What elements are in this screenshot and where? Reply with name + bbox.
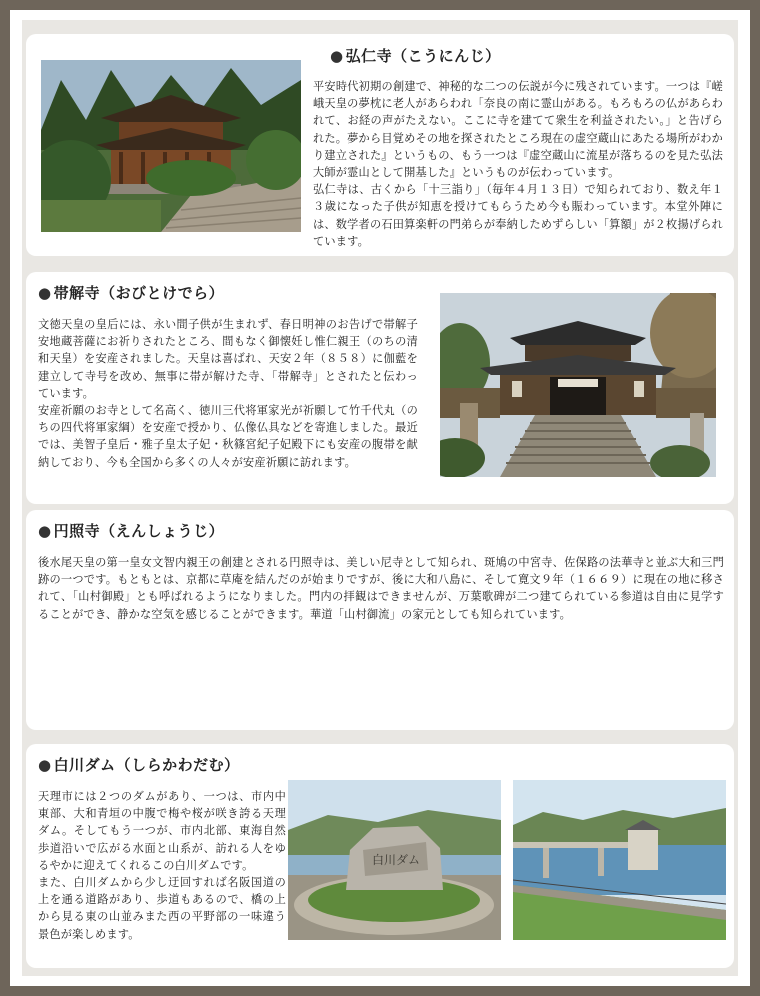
enshouji-paragraph: 後水尾天皇の第一皇女文智内親王の創建とされる円照寺は、美しい尼寺として知られ、斑鳩の中宮寺、佐保路の法華寺と並ぶ大和三門跡の一つです。もともとは、京都に草庵を結んだのが始まりですが、後に大和八島に、そして寛文９年（１６６９）に現在の地に移されて、「山村御殿」とも呼ばれるようになりました。門内の拝観はできませんが、万葉歌碑が二つ建てられている参道は自由に見学することができ、静かな空気を感じることができます。華道「山村御流」の家元としても知られています。	[38, 556, 724, 621]
kouninji-title	[330, 45, 501, 66]
shirakawa-dam-paragraph: また、白川ダムから少し迂回すれば名阪国道の上を通る道路があり、歩道もあるので、橋の上から見る東の山並みまた西の平野部の一味違う景色が楽しめます。	[38, 876, 286, 941]
section-enshouji	[26, 510, 734, 730]
page-background	[22, 20, 738, 976]
obitokedera-paragraph: 安産祈願のお寺として名高く、徳川三代将軍家光が祈願して竹千代丸（のちの四代将軍家綱）を安産で授かり、仏像仏具などを寄進しました。最近では、美智子皇后・雅子皇太子妃・秋篠宮紀子妃殿下にも安産の腹帯を献納しており、今も全国から多くの人々が安産祈願に訪れます。	[38, 404, 418, 469]
bullet-icon: ●	[38, 284, 52, 302]
kouninji-heading: 弘仁寺（こうにんじ）	[345, 47, 501, 65]
shirakawa-dam-paragraph: 天理市には２つのダムがあり、一つは、市内中東部、大和青垣の中腹で梅や桜が咲き誇る天理ダム。そしてもう一つが、市内北部、東海自然歩道沿いで広がる水面と山系が、訪れる人をゆるやかに迎えてくれるこの白川ダムです。	[38, 790, 286, 872]
obitokedera-photo	[440, 293, 716, 477]
bullet-icon: ●	[330, 47, 344, 65]
section-kouninji	[26, 34, 734, 256]
bullet-icon: ●	[38, 756, 52, 774]
dam-monument-photo	[288, 780, 501, 940]
shirakawa-dam-heading: 白川ダム（しらかわだむ）	[53, 756, 240, 774]
monument-inscription: 白川ダム	[371, 853, 421, 867]
obitokedera-text	[38, 316, 418, 471]
shirakawa-dam-text	[38, 788, 286, 943]
enshouji-text	[38, 554, 724, 623]
kouninji-text	[313, 78, 723, 250]
section-obitokedera	[26, 272, 734, 504]
dam-bridge-photo	[513, 780, 726, 940]
kouninji-paragraph: 平安時代初期の創建で、神秘的な二つの伝説が今に残されています。一つは『嵯峨天皇の夢枕に老人があらわれ「奈良の南に霊山がある。もろもろの仏があらわれて、お経の声がたえない。ここに寺を建てて衆生を利益されたい。」と告げられた。夢から目覚めその地を探されたところ現在の虚空蔵山にあたる場所がわかり建立された』というもの、もう一つは『虚空蔵山に流星が落ちるのを見た弘法大師が霊山として開基した』というものが伝わっています。	[313, 80, 723, 180]
enshouji-title	[38, 520, 224, 541]
section-shirakawa-dam	[26, 744, 734, 968]
shirakawa-dam-title	[38, 754, 240, 775]
obitokedera-paragraph: 文徳天皇の皇后には、永い間子供が生まれず、春日明神のお告げで帯解子安地蔵菩薩にお祈りされたところ、間もなく御懐妊し惟仁親王（のちの清和天皇）を安産されました。天皇は喜ばれ、天安２年（８５８）に伽藍を建立して寺号を改め、無事に帯が解けた寺、「帯解寺」とされたと伝わっています。	[38, 318, 418, 400]
page-frame	[10, 10, 750, 986]
bullet-icon: ●	[38, 522, 52, 540]
obitokedera-heading: 帯解寺（おびとけでら）	[53, 284, 225, 302]
enshouji-heading: 円照寺（えんしょうじ）	[53, 522, 225, 540]
kouninji-paragraph: 弘仁寺は、古くから「十三詣り」（毎年４月１３日）で知られており、数え年１３歳になった子供が知恵を授けてもらうため今も賑わっています。本堂外陣には、数学者の石田算楽軒の門弟らが奉納しためずらしい「算額」が２枚揚げられています。	[313, 183, 723, 248]
obitokedera-title	[38, 282, 224, 303]
kouninji-photo	[41, 60, 301, 232]
